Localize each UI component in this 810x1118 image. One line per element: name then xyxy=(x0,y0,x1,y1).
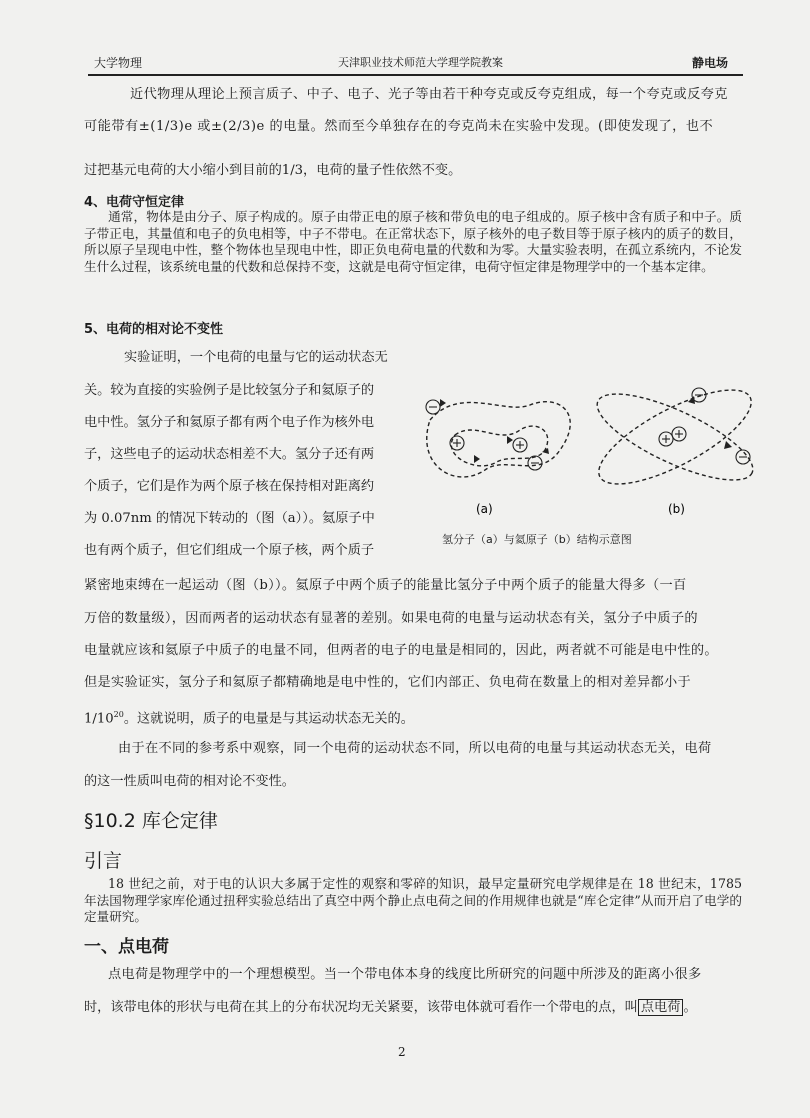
sec5-line-5: 个质子，它们是作为两个原子核在保持相对距离约 xyxy=(84,479,375,494)
point-line-1: 点电荷是物理学中的一个理想模型。当一个带电体本身的线度比所研究的问题中所涉及的距离小很多 xyxy=(108,967,702,982)
section-5-title: 5、电荷的相对论不变性 xyxy=(84,322,224,337)
exp-tail: 。这就说明，质子的电量是与其运动状态无关的。 xyxy=(123,711,414,727)
quark-line-2: 可能带有±(1/3)e 或±(2/3)e 的电量。然而至今单独存在的夸克尚未在实验中发现。(即使发现了，也不 xyxy=(84,119,714,134)
quark-line-1: 近代物理从理论上预言质子、中子、电子、光子等由若干种夸克或反夸克组成，每一个夸克或反夸克 xyxy=(130,87,728,102)
header-course-title: 大学物理 xyxy=(94,56,143,70)
arrows-b xyxy=(688,396,732,449)
point-charge-title: 一、点电荷 xyxy=(84,937,169,957)
point-charge-term: 点电荷 xyxy=(638,999,684,1016)
header-chapter: 静电场 xyxy=(692,56,729,70)
section-4-body xyxy=(84,209,742,275)
invariance-line-1: 由于在不同的参考系中观察，同一个电荷的运动状态不同，所以电荷的电量与其运动状态无关，电荷 xyxy=(118,741,712,756)
sec5-line-3: 电中性。氢分子和氦原子都有两个电子作为核外电 xyxy=(84,415,375,430)
sec5-full-line-1: 紧密地束缚在一起运动（图（b））。氦原子中两个质子的能量比氢分子中两个质子的能量大得多（一百 xyxy=(84,578,687,593)
header-institution: 天津职业技术师范大学理学院教案 xyxy=(338,56,503,69)
point-line-2 xyxy=(84,999,697,1016)
section-10-2-title: §10.2 库仑定律 xyxy=(84,810,218,832)
header-rule xyxy=(88,74,743,76)
intro-text: 18 世纪之前，对于电的认识大多属于定性的观察和零碎的知识，最早定量研究电学规律是在 18 世纪末，1785 年法国物理学家库伦通过扭秤实验总结出了真空中两个静止点电荷之间的作用规律也就是“库仑定律”从而开启了电学的定量研究。 xyxy=(84,876,742,924)
arrows-a xyxy=(440,399,549,463)
section-4-title: 4、电荷守恒定律 xyxy=(84,195,185,210)
sec5-line-6: 为 0.07nm 的情况下转动的（图（a））。氦原子中 xyxy=(84,511,375,526)
section-4-text: 通常，物体是由分子、原子构成的。原子由带正电的原子核和带负电的电子组成的。原子核中含有质子和中子。质子带正电，其量值和电子的负电相等，中子不带电。在正常状态下，原子核外的电子数目等于原子核内的质子的数目，所以原子呈现电中性，整个物体也呈现电中性，即正负电荷电量的代数和为零。大量实验表明，在孤立系统内，不论发生什么过程，该系统电量的代数和总保持不变，这就是电荷守恒定律，电荷守恒定律是物理学中的一个基本定律。 xyxy=(84,209,742,274)
sec5-line-1: 实验证明，一个电荷的电量与它的运动状态无 xyxy=(124,350,388,365)
intro-title: 引言 xyxy=(84,850,123,872)
sec5-full-line-2: 万倍的数量级），因而两者的运动状态有显著的差别。如果电荷的电量与运动状态有关，氢分子中质子的 xyxy=(84,611,698,626)
point-line-2-text: 时，该带电体的形状与电荷在其上的分布状况均无关紧要，该带电体就可看作一个带电的点，叫 xyxy=(84,1000,638,1015)
molecule-figure xyxy=(410,375,760,520)
page-number: 2 xyxy=(398,1045,406,1059)
exp-power: 20 xyxy=(113,710,124,719)
figure-label-b: (b) xyxy=(668,502,685,516)
sec5-line-2: 关。较为直接的实验例子是比较氢分子和氦原子的 xyxy=(84,383,375,398)
figure-caption: 氢分子（a）与氦原子（b）结构示意图 xyxy=(442,533,632,546)
exp-base: 1/10 xyxy=(84,711,114,727)
intro-body xyxy=(84,876,742,926)
point-line-2-end: 。 xyxy=(683,1000,697,1015)
figure-label-a: (a) xyxy=(476,502,493,516)
quark-line-3: 过把基元电荷的大小缩小到目前的1/3，电荷的量子性依然不变。 xyxy=(84,163,462,178)
sec5-full-line-4: 但是实验证实，氢分子和氦原子都精确地是电中性的，它们内部正、负电荷在数量上的相对差异都小于 xyxy=(84,675,691,690)
sec5-exp-line xyxy=(84,706,414,727)
invariance-line-2: 的这一性质叫电荷的相对论不变性。 xyxy=(84,774,295,789)
sec5-line-4: 子，这些电子的运动状态相差不大。氢分子还有两 xyxy=(84,447,375,462)
sec5-line-7: 也有两个质子，但它们组成一个原子核，两个质子 xyxy=(84,543,375,558)
sec5-full-line-3: 电量就应该和氦原子中质子的电量不同，但两者的电子的电量是相同的，因此，两者就不可能是电中性的。 xyxy=(84,643,718,658)
hydrogen-molecule-diagram xyxy=(427,402,570,477)
